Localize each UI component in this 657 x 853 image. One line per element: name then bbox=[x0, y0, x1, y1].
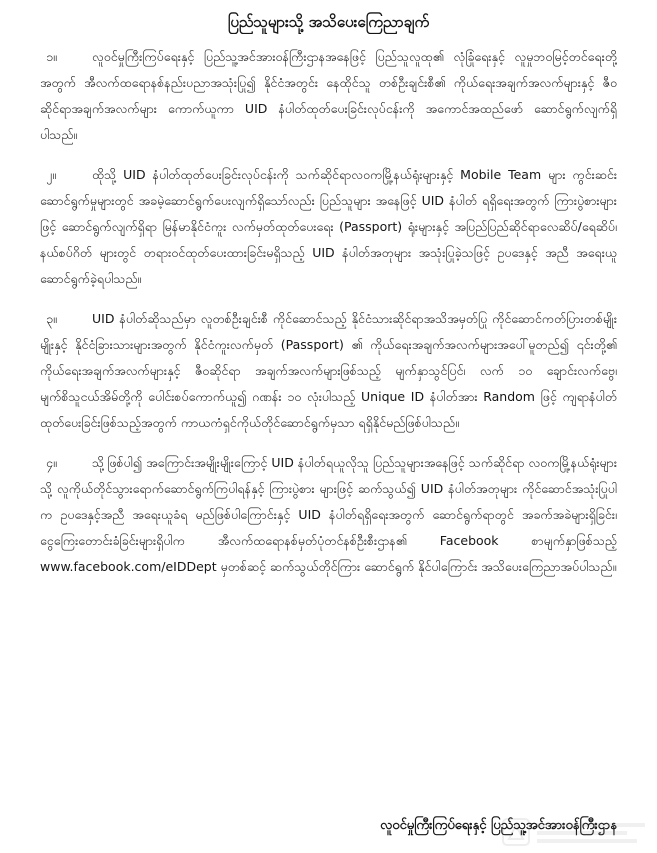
paragraph-4 bbox=[40, 450, 617, 580]
paragraph-text: ထိုသို့ UID နံပါတ်ထုတ်ပေးခြင်းလုပ်ငန်းကို သက်ဆိုင်ရာလဝကမြို့နယ်ရုံးများနှင့် Mobile Team များ ကွင်းဆင်းဆောင်ရွက်မှုများတွင် အခမဲ့ဆောင်ရွက်ပေးလျက်ရှိသော်လည်း ပြည်သူများ အနေဖြင့် UID နံပါတ် ရရှိရေးအတွက် ကြားပွဲစားများဖြင့် ဆောင်ရွက်လျက်ရှိရာ မြန်မာနိုင်ငံကူး လက်မှတ်ထုတ်ပေးရေး (Passport) ရုံးများနှင့် အပြည်ပြည်ဆိုင်ရာလေဆိပ်/ရေဆိပ်၊ နယ်စပ်ဂိတ် များတွင် တရားဝင်ထုတ်ပေးထားခြင်းမရှိသည့် UID နံပါတ်အတုများ အသုံးပြုခဲ့သဖြင့် ဥပဒေနှင့် အညီ အရေးယူဆောင်ရွက်ခဲ့ရပါသည်။ bbox=[40, 167, 617, 286]
paragraph-number: ၂။ bbox=[46, 167, 56, 182]
announcement-title: ပြည်သူများသို့ အသိပေးကြေညာချက် bbox=[227, 13, 430, 31]
paragraph-3 bbox=[40, 306, 617, 436]
paragraph-number: ၃။ bbox=[46, 311, 57, 326]
paragraph-number: ၄။ bbox=[46, 455, 57, 470]
issuing-ministry-signature: လူဝင်မှုကြီးကြပ်ရေးနှင့် ပြည်သူ့အင်အားဝန်ကြီးဌာန bbox=[380, 818, 617, 833]
paragraph-1 bbox=[40, 44, 617, 148]
paragraph-2 bbox=[40, 162, 617, 292]
watermark-logo-icon bbox=[501, 815, 651, 849]
paragraph-number: ၁။ bbox=[46, 49, 57, 64]
paragraph-text: သို့ဖြစ်ပါ၍ အကြောင်းအမျိုးမျိုးကြောင့် UID နံပါတ်ရယူလိုသူ ပြည်သူများအနေဖြင့် သက်ဆိုင်ရာ လဝကမြို့နယ်ရုံးများသို့ လူကိုယ်တိုင်သွားရောက်ဆောင်ရွက်ကြပါရန်နှင့် ကြားပွဲစား များဖြင့် ဆက်သွယ်၍ UID နံပါတ်အတုများ ကိုင်ဆောင်အသုံးပြုပါက ဥပဒေနှင့်အညီ အရေးယူခံရ မည်ဖြစ်ပါကြောင်းနှင့် UID နံပါတ်ရရှိရေးအတွက် ဆောင်ရွက်ရာတွင် အခက်အခဲများရှိခြင်း၊ ငွေကြေးတောင်းခံခြင်းများရှိပါက အီလက်ထရောနစ်မှတ်ပုံတင်နစ်ဦးစီးဌာန၏ Facebook စာမျက်နှာဖြစ်သည့် www.facebook.com/eIDDept မှတစ်ဆင့် ဆက်သွယ်တိုင်ကြား ဆောင်ရွက် နိုင်ပါကြောင်း အသိပေးကြေညာအပ်ပါသည်။ bbox=[40, 455, 617, 574]
paragraph-text: လူဝင်မှုကြီးကြပ်ရေးနှင့် ပြည်သူ့အင်အားဝန်ကြီးဌာနအနေဖြင့် ပြည်သူလူထု၏ လုံခြုံရေးနှင့် လူမှုဘဝမြင့်တင်ရေးတို့အတွက် အီလက်ထရောနစ်နည်းပညာအသုံးပြု၍ နိုင်ငံအတွင်း နေထိုင်သူ တစ်ဦးချင်းစီ၏ ကိုယ်ရေးအချက်အလက်များနှင့် ဇီဝဆိုင်ရာအချက်အလက်များ ကောက်ယူကာ UID နံပါတ်ထုတ်ပေးခြင်းလုပ်ငန်းကို အကောင်အထည်ဖော် ဆောင်ရွက်လျက်ရှိပါသည်။ bbox=[40, 49, 617, 142]
paragraph-text: UID နံပါတ်ဆိုသည်မှာ လူတစ်ဦးချင်းစီ ကိုင်ဆောင်သည့် နိုင်ငံသားဆိုင်ရာအသိအမှတ်ပြု ကိုင်ဆောင်ကတ်ပြားတစ်မျိုးမျိုးနှင့် နိုင်ငံခြားသားများအတွက် နိုင်ငံကူးလက်မှတ် (Passport) ၏ ကိုယ်ရေးအချက်အလက်များအပေါ်မူတည်၍ ၎င်းတို့၏ ကိုယ်ရေးအချက်အလက်များနှင့် ဇီဝဆိုင်ရာ အချက်အလက်များဖြစ်သည့် မျက်နှာသွင်ပြင်၊ လက် ၁၀ ချောင်းလက်ဗွေ၊ မျက်စိသူငယ်အိမ်တို့ကို ပေါင်းစပ်ကောက်ယူ၍ ဂဏန်း ၁၀ လုံးပါသည့် Unique ID နံပါတ်အား Random ဖြင့် ကျရာနံပါတ် ထုတ်ပေးခြင်းဖြစ်သည့်အတွက် ကာယကံရှင်ကိုယ်တိုင်ဆောင်ရွက်မှသာ ရရှိနိုင်မည်ဖြစ်ပါသည်။ bbox=[40, 311, 617, 430]
